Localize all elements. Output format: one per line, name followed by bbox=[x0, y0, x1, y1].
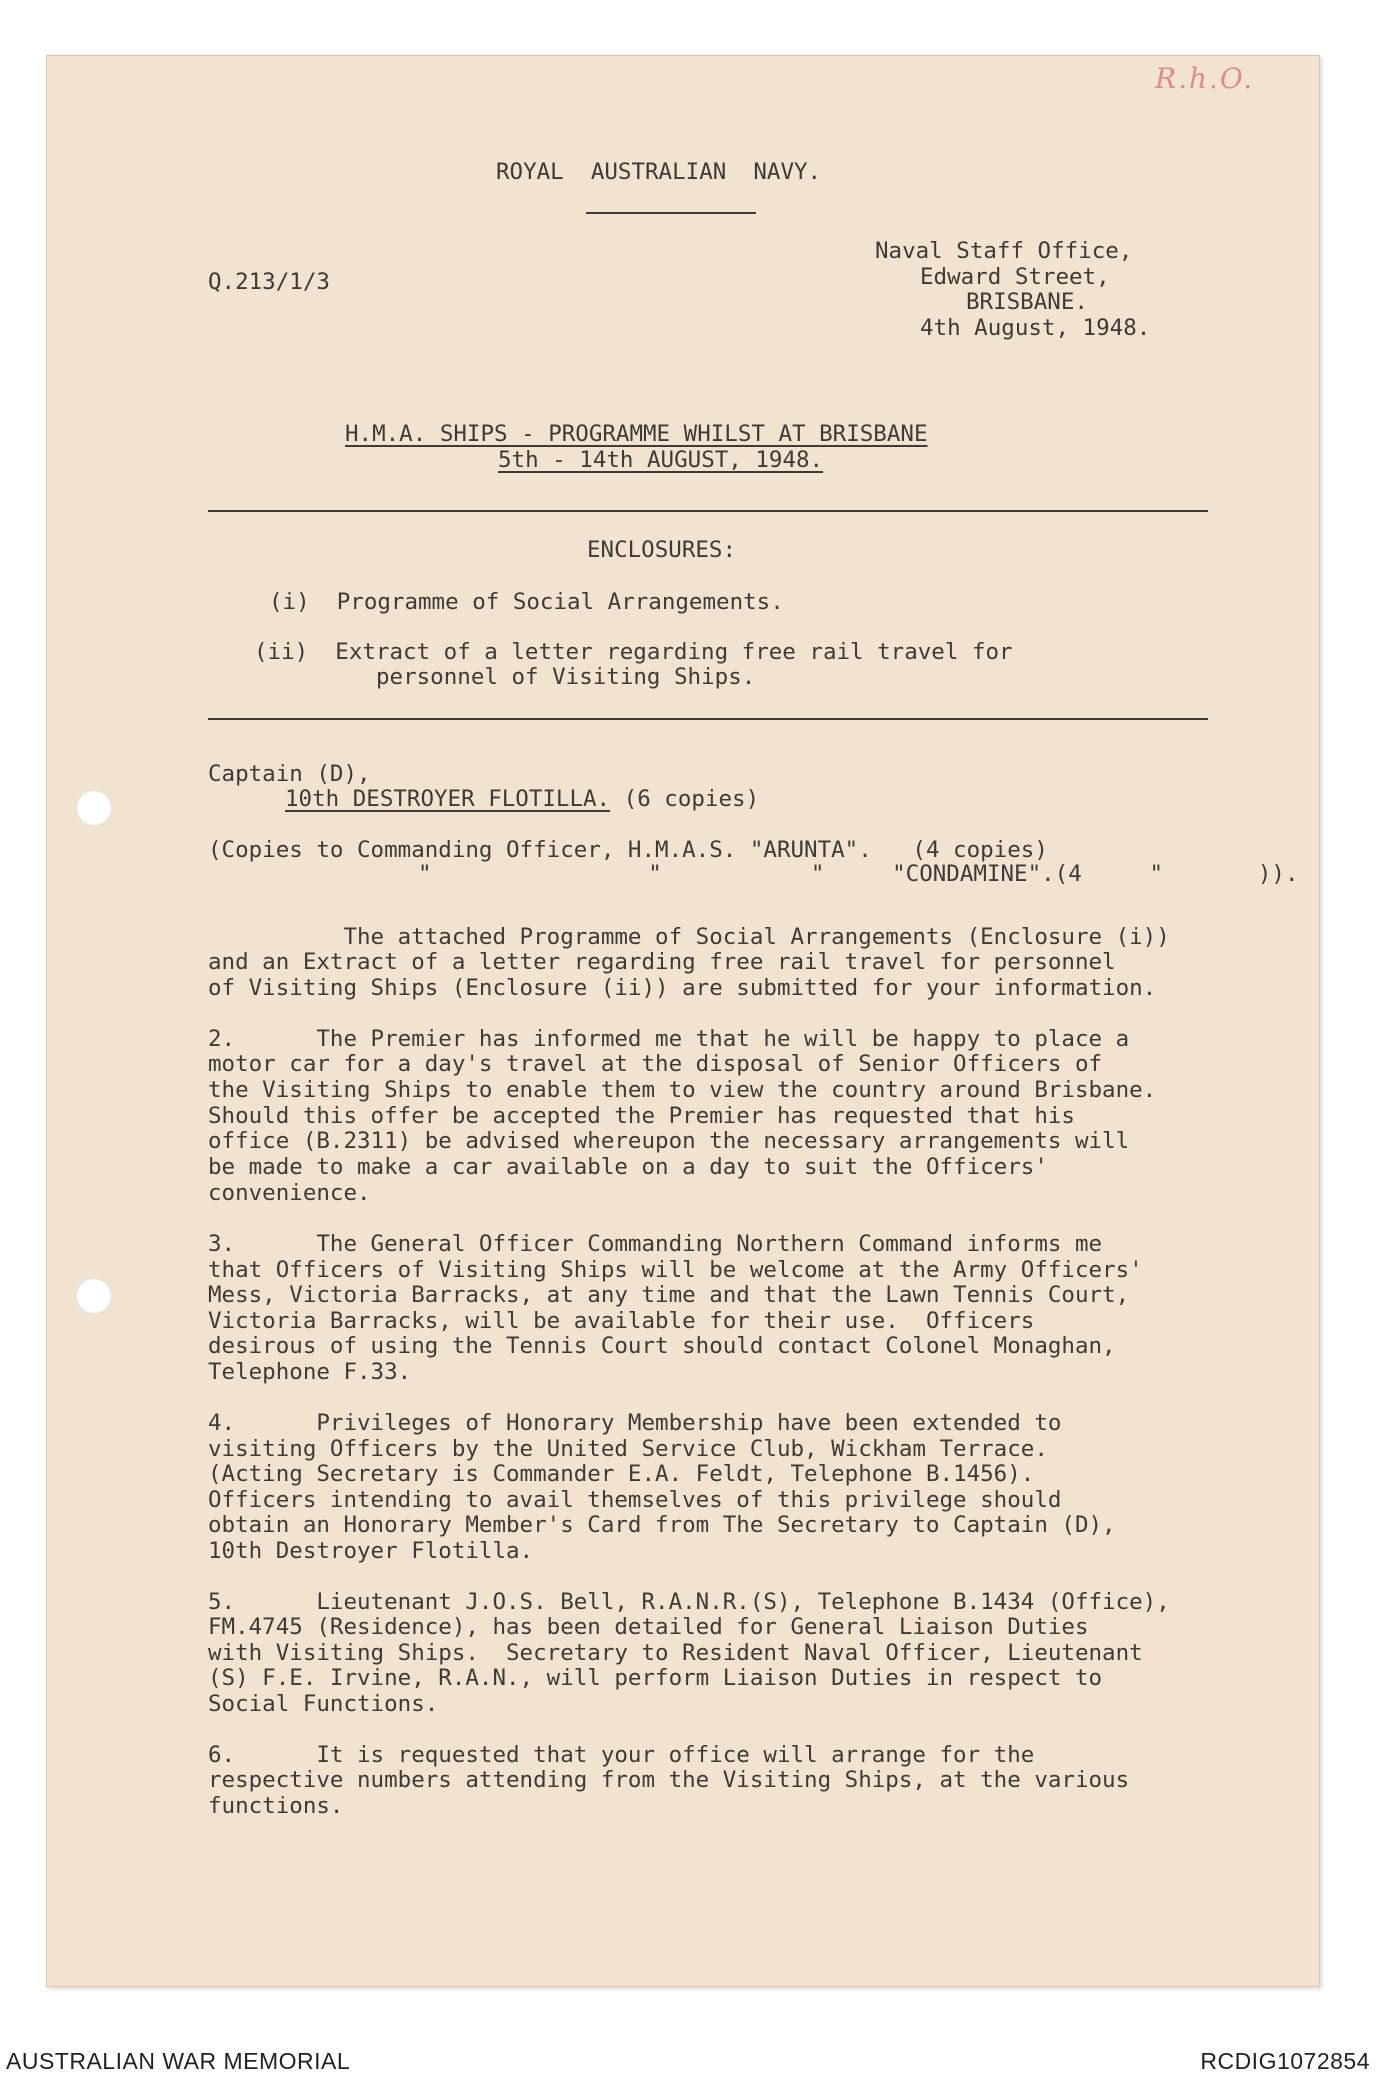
paragraph-line: (S) F.E. Irvine, R.A.N., will perform Liaison Duties in respect to bbox=[208, 1665, 1103, 1691]
paragraph-line: Officers intending to avail themselves of this privilege should bbox=[208, 1487, 1062, 1513]
letterhead-rule bbox=[586, 212, 756, 214]
letter-date: 4th August, 1948. bbox=[920, 315, 1151, 341]
paragraph-line: 3. The General Officer Commanding Northern Command informs me bbox=[208, 1231, 1103, 1257]
paragraph-line: respective numbers attending from the Visiting Ships, at the various bbox=[208, 1767, 1130, 1793]
enclosures-heading: ENCLOSURES: bbox=[587, 537, 737, 563]
paragraph-line: 4. Privileges of Honorary Membership have been extended to bbox=[208, 1410, 1062, 1436]
address-line: BRISBANE. bbox=[966, 289, 1088, 315]
handwritten-annotation: R.h.O. bbox=[1155, 62, 1255, 95]
punch-hole-top bbox=[76, 790, 112, 826]
addressee-copies: (6 copies) bbox=[610, 786, 760, 812]
paragraph-line: 6. It is requested that your office will arrange for the bbox=[208, 1742, 1035, 1768]
footer-credit: AUSTRALIAN WAR MEMORIAL bbox=[6, 2048, 351, 2074]
paragraph-line: visiting Officers by the United Service Club, Wickham Terrace. bbox=[208, 1436, 1048, 1462]
divider-bottom bbox=[208, 718, 1208, 720]
enclosure-item-1: (i) Programme of Social Arrangements. bbox=[269, 589, 784, 615]
paragraph-line: obtain an Honorary Member's Card from The Secretary to Captain (D), bbox=[208, 1512, 1116, 1538]
paragraph-line: convenience. bbox=[208, 1180, 371, 1206]
subject-line-1: H.M.A. SHIPS - PROGRAMME WHILST AT BRISBANE bbox=[345, 421, 928, 447]
address-line: Naval Staff Office, bbox=[875, 238, 1133, 264]
addressee-line-2 bbox=[285, 787, 759, 813]
letterhead-title: ROYAL AUSTRALIAN NAVY. bbox=[496, 159, 822, 185]
paragraph-line: desirous of using the Tennis Court should contact Colonel Monaghan, bbox=[208, 1333, 1116, 1359]
reference-number: Q.213/1/3 bbox=[208, 269, 330, 295]
paragraph-line: FM.4745 (Residence), has been detailed for General Liaison Duties bbox=[208, 1614, 1089, 1640]
paragraph-line: office (B.2311) be advised whereupon the necessary arrangements will bbox=[208, 1128, 1130, 1154]
paragraph-line: of Visiting Ships (Enclosure (ii)) are submitted for your information. bbox=[208, 975, 1157, 1001]
paragraph-line: Social Functions. bbox=[208, 1691, 439, 1717]
paragraph-line: Telephone F.33. bbox=[208, 1359, 412, 1385]
paragraph-line: functions. bbox=[208, 1793, 344, 1819]
paragraph-line: 5. Lieutenant J.O.S. Bell, R.A.N.R.(S), Telephone B.1434 (Office), bbox=[208, 1589, 1170, 1615]
paragraph-line: Victoria Barracks, will be available for their use. Officers bbox=[208, 1308, 1035, 1334]
paragraph-line: motor car for a day's travel at the disposal of Senior Officers of bbox=[208, 1051, 1103, 1077]
paragraph-line: and an Extract of a letter regarding free rail travel for personnel bbox=[208, 949, 1116, 975]
paragraph-line: with Visiting Ships. Secretary to Resident Naval Officer, Lieutenant bbox=[208, 1640, 1143, 1666]
paragraph-line: Should this offer be accepted the Premier has requested that his bbox=[208, 1103, 1075, 1129]
paragraph-line: The attached Programme of Social Arrangements (Enclosure (i)) bbox=[208, 924, 1170, 950]
footer-identifier: RCDIG1072854 bbox=[1200, 2048, 1370, 2074]
addressee-line-1: Captain (D), bbox=[208, 761, 371, 787]
paragraph-line: the Visiting Ships to enable them to view the country around Brisbane. bbox=[208, 1077, 1157, 1103]
punch-hole-bottom bbox=[76, 1278, 112, 1314]
copies-to-line-1: (Copies to Commanding Officer, H.M.A.S. "ARUNTA". (4 copies) bbox=[208, 837, 1048, 863]
enclosure-item-2: (ii) Extract of a letter regarding free rail travel for bbox=[254, 639, 1013, 665]
paragraph-line: be made to make a car available on a day to suit the Officers' bbox=[208, 1154, 1048, 1180]
subject-line-2: 5th - 14th AUGUST, 1948. bbox=[498, 447, 824, 473]
paragraph-line: that Officers of Visiting Ships will be welcome at the Army Officers' bbox=[208, 1257, 1143, 1283]
paragraph-line: Mess, Victoria Barracks, at any time and that the Lawn Tennis Court, bbox=[208, 1282, 1130, 1308]
paragraph-line: 2. The Premier has informed me that he will be happy to place a bbox=[208, 1026, 1130, 1052]
paragraph-line: 10th Destroyer Flotilla. bbox=[208, 1538, 534, 1564]
enclosure-item-2-cont: personnel of Visiting Ships. bbox=[376, 664, 756, 690]
paragraph-line: (Acting Secretary is Commander E.A. Feldt, Telephone B.1456). bbox=[208, 1461, 1035, 1487]
addressee-unit: 10th DESTROYER FLOTILLA. bbox=[285, 786, 611, 812]
copies-to-line-2: " " " "CONDAMINE".(4 " )). bbox=[418, 861, 1299, 887]
divider-top bbox=[208, 510, 1208, 512]
address-line: Edward Street, bbox=[920, 264, 1110, 290]
